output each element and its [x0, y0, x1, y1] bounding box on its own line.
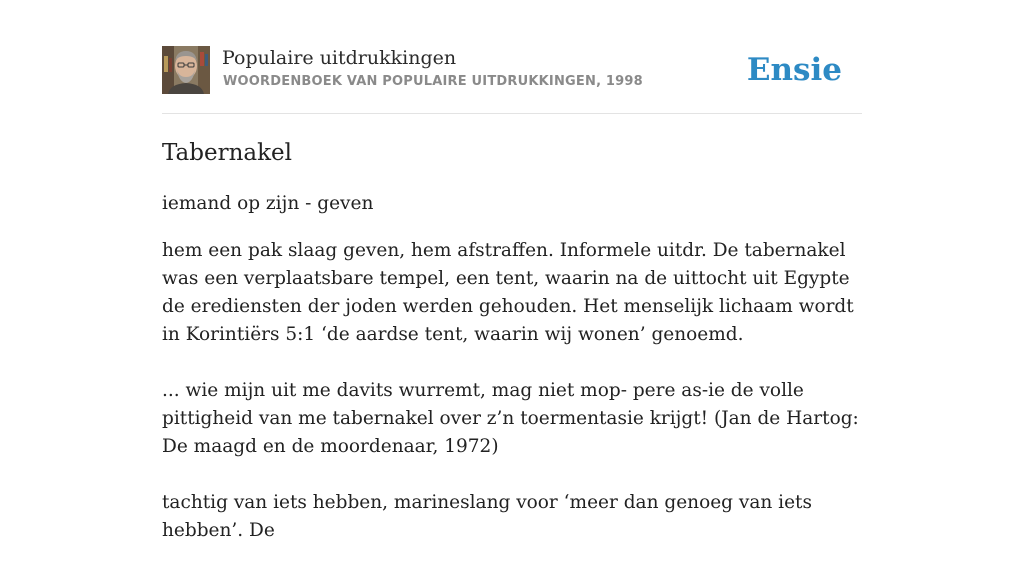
entry-phrase: iemand op zijn - geven	[162, 193, 374, 214]
entry-paragraph: ... wie mijn uit me davits wurremt, mag niet mop- pere as-ie de volle pittigheid van me tabernakel over z’n toermentasie krijgt! (Jan de Hartog: De maagd en de moordenaar, 1972)	[162, 380, 859, 457]
entry-body	[162, 237, 867, 573]
entry-title: Tabernakel	[162, 140, 293, 166]
author-portrait-icon	[162, 46, 210, 94]
source-header	[162, 46, 862, 96]
source-subtitle: WOORDENBOEK VAN POPULAIRE UITDRUKKINGEN, 1998	[223, 74, 643, 89]
ensie-logo[interactable]: Ensie	[746, 52, 842, 88]
entry-paragraph: tachtig van iets hebben, marineslang voor ‘meer dan genoeg van iets hebben’. De	[162, 492, 812, 541]
source-title[interactable]: Populaire uitdrukkingen	[222, 47, 457, 69]
entry-paragraph: hem een pak slaag geven, hem afstraffen. Informele uitdr. De tabernakel was een verplaatsbare tempel, een tent, waarin na de uittocht uit Egypte de erediensten der joden werden gehouden. Het menselijk lichaam wordt in Korintiërs 5:1 ‘de aardse tent, waarin wij wonen’ genoemd.	[162, 240, 854, 345]
author-avatar[interactable]	[162, 46, 210, 94]
header-divider	[162, 113, 862, 114]
